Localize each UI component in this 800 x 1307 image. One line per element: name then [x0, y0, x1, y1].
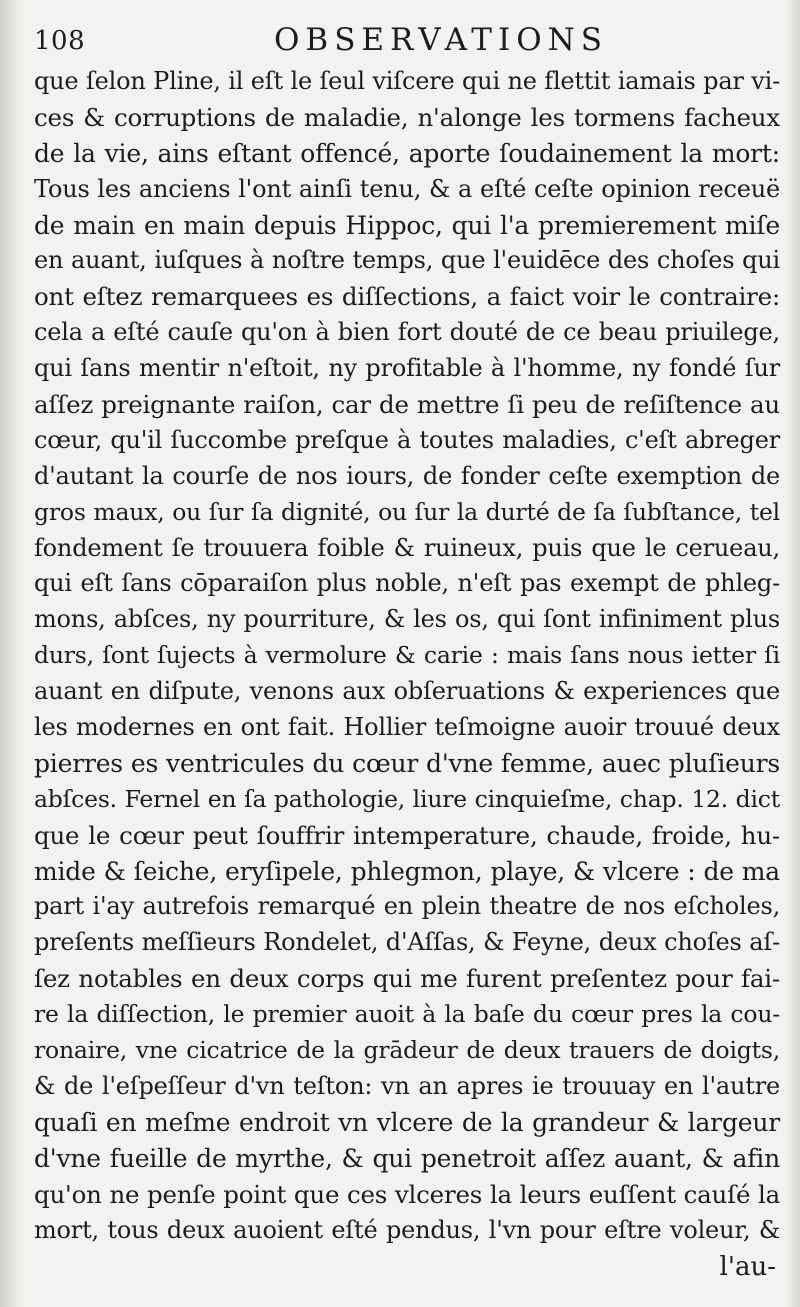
text-line: d'vne fueille de myrthe, & qui penetroit aſſez auant, & afin: [34, 1143, 780, 1173]
text-line: qui ſans mentir n'eſtoit, ny profitable à l'homme, ny fondé ſur: [34, 354, 780, 383]
text-line: ronaire, vne cicatrice de la grādeur de deux trauers de doigts,: [34, 1036, 780, 1065]
text-line: de la vie, ains eſtant offencé, aporte ſoudainement la mort:: [34, 138, 780, 168]
text-line: de main en main depuis Hippoc, qui l'a premierement miſe: [34, 210, 780, 240]
text-line: mort, tous deux auoient eſté pendus, l'vn pour eſtre voleur, &: [34, 1215, 780, 1244]
running-head: OBSERVATIONS: [274, 22, 608, 58]
text-line: les modernes en ont fait. Hollier teſmoigne auoir trouué deux: [34, 713, 780, 742]
text-line: Tous les anciens l'ont ainſi tenu, & a eſté ceſte opinion receuë: [34, 174, 780, 203]
text-line: & de l'eſpeſſeur d'vn teſton: vn an apres ie trouuay en l'autre: [34, 1071, 780, 1100]
text-line: que ſelon Pline, il eſt le ſeul viſcere qui ne flettit iamais par vi-: [34, 67, 780, 95]
text-line: d'autant la courſe de nos iours, de fonder ceſte exemption de: [34, 461, 780, 490]
page-header: [34, 20, 776, 60]
text-line: qui eſt ſans cōparaiſon plus noble, n'eſt pas exempt de phleg-: [34, 569, 780, 598]
text-line: auant en diſpute, venons aux obſeruations & experiences que: [34, 677, 780, 706]
page-number: 108: [34, 26, 86, 56]
text-line: mons, abſces, ny pourriture, & les os, qui ſont infiniment plus: [34, 605, 780, 634]
text-line: mide & ſeiche, eryſipele, phlegmon, playe, & vlcere : de ma: [34, 856, 780, 886]
text-line: aſſez preignante raiſon, car de mettre ſi peu de reſiſtence au: [34, 390, 780, 420]
text-line: preſents meſſieurs Rondelet, d'Aſſas, & Feyne, deux choſes aſ-: [34, 928, 780, 957]
text-line: que le cœur peut ſouffrir intemperature, chaude, froide, hu-: [34, 820, 780, 850]
text-line: fondement ſe trouuera foible & ruineux, puis que le cerueau,: [34, 533, 780, 562]
body-text: [34, 64, 780, 1248]
text-line: abſces. Fernel en ſa pathologie, liure cinquieſme, chap. 12. dict: [34, 784, 780, 813]
catchword: l'au-: [719, 1252, 776, 1282]
text-line: pierres es ventricules du cœur d'vne femme, auec pluſieurs: [34, 748, 780, 778]
page-gutter-shadow: [0, 0, 26, 1307]
text-line: quaſi en meſme endroit vn vlcere de la grandeur & largeur: [34, 1107, 780, 1137]
text-line: gros maux, ou ſur ſa dignité, ou ſur la durté de ſa ſubſtance, tel: [34, 497, 780, 526]
page-edge-shadow: [786, 0, 800, 1307]
text-line: cela a eſté cauſe qu'on à bien fort douté de ce beau priuilege,: [34, 318, 780, 347]
text-line: re la diſſection, le premier auoit à la baſe du cœur pres la cou-: [34, 1000, 780, 1029]
text-line: cœur, qu'il ſuccombe preſque à toutes maladies, c'eſt abreger: [34, 425, 780, 454]
text-line: part i'ay autrefois remarqué en plein theatre de nos eſcholes,: [34, 892, 780, 921]
text-line: ſez notables en deux corps qui me furent preſentez pour fai-: [34, 964, 780, 994]
text-line: durs, ſont ſujects à vermolure & carie : mais ſans nous ietter ſi: [34, 641, 780, 670]
text-line: en auant, iuſques à noſtre temps, que l'euidēce des choſes qui: [34, 246, 780, 275]
text-line: ces & corruptions de maladie, n'alonge les tormens facheux: [34, 102, 780, 132]
text-line: qu'on ne penſe point que ces vlceres la leurs euſſent cauſé la: [34, 1179, 780, 1209]
text-line: ont eſtez remarquees es diſſections, a faict voir le contraire:: [34, 282, 780, 312]
